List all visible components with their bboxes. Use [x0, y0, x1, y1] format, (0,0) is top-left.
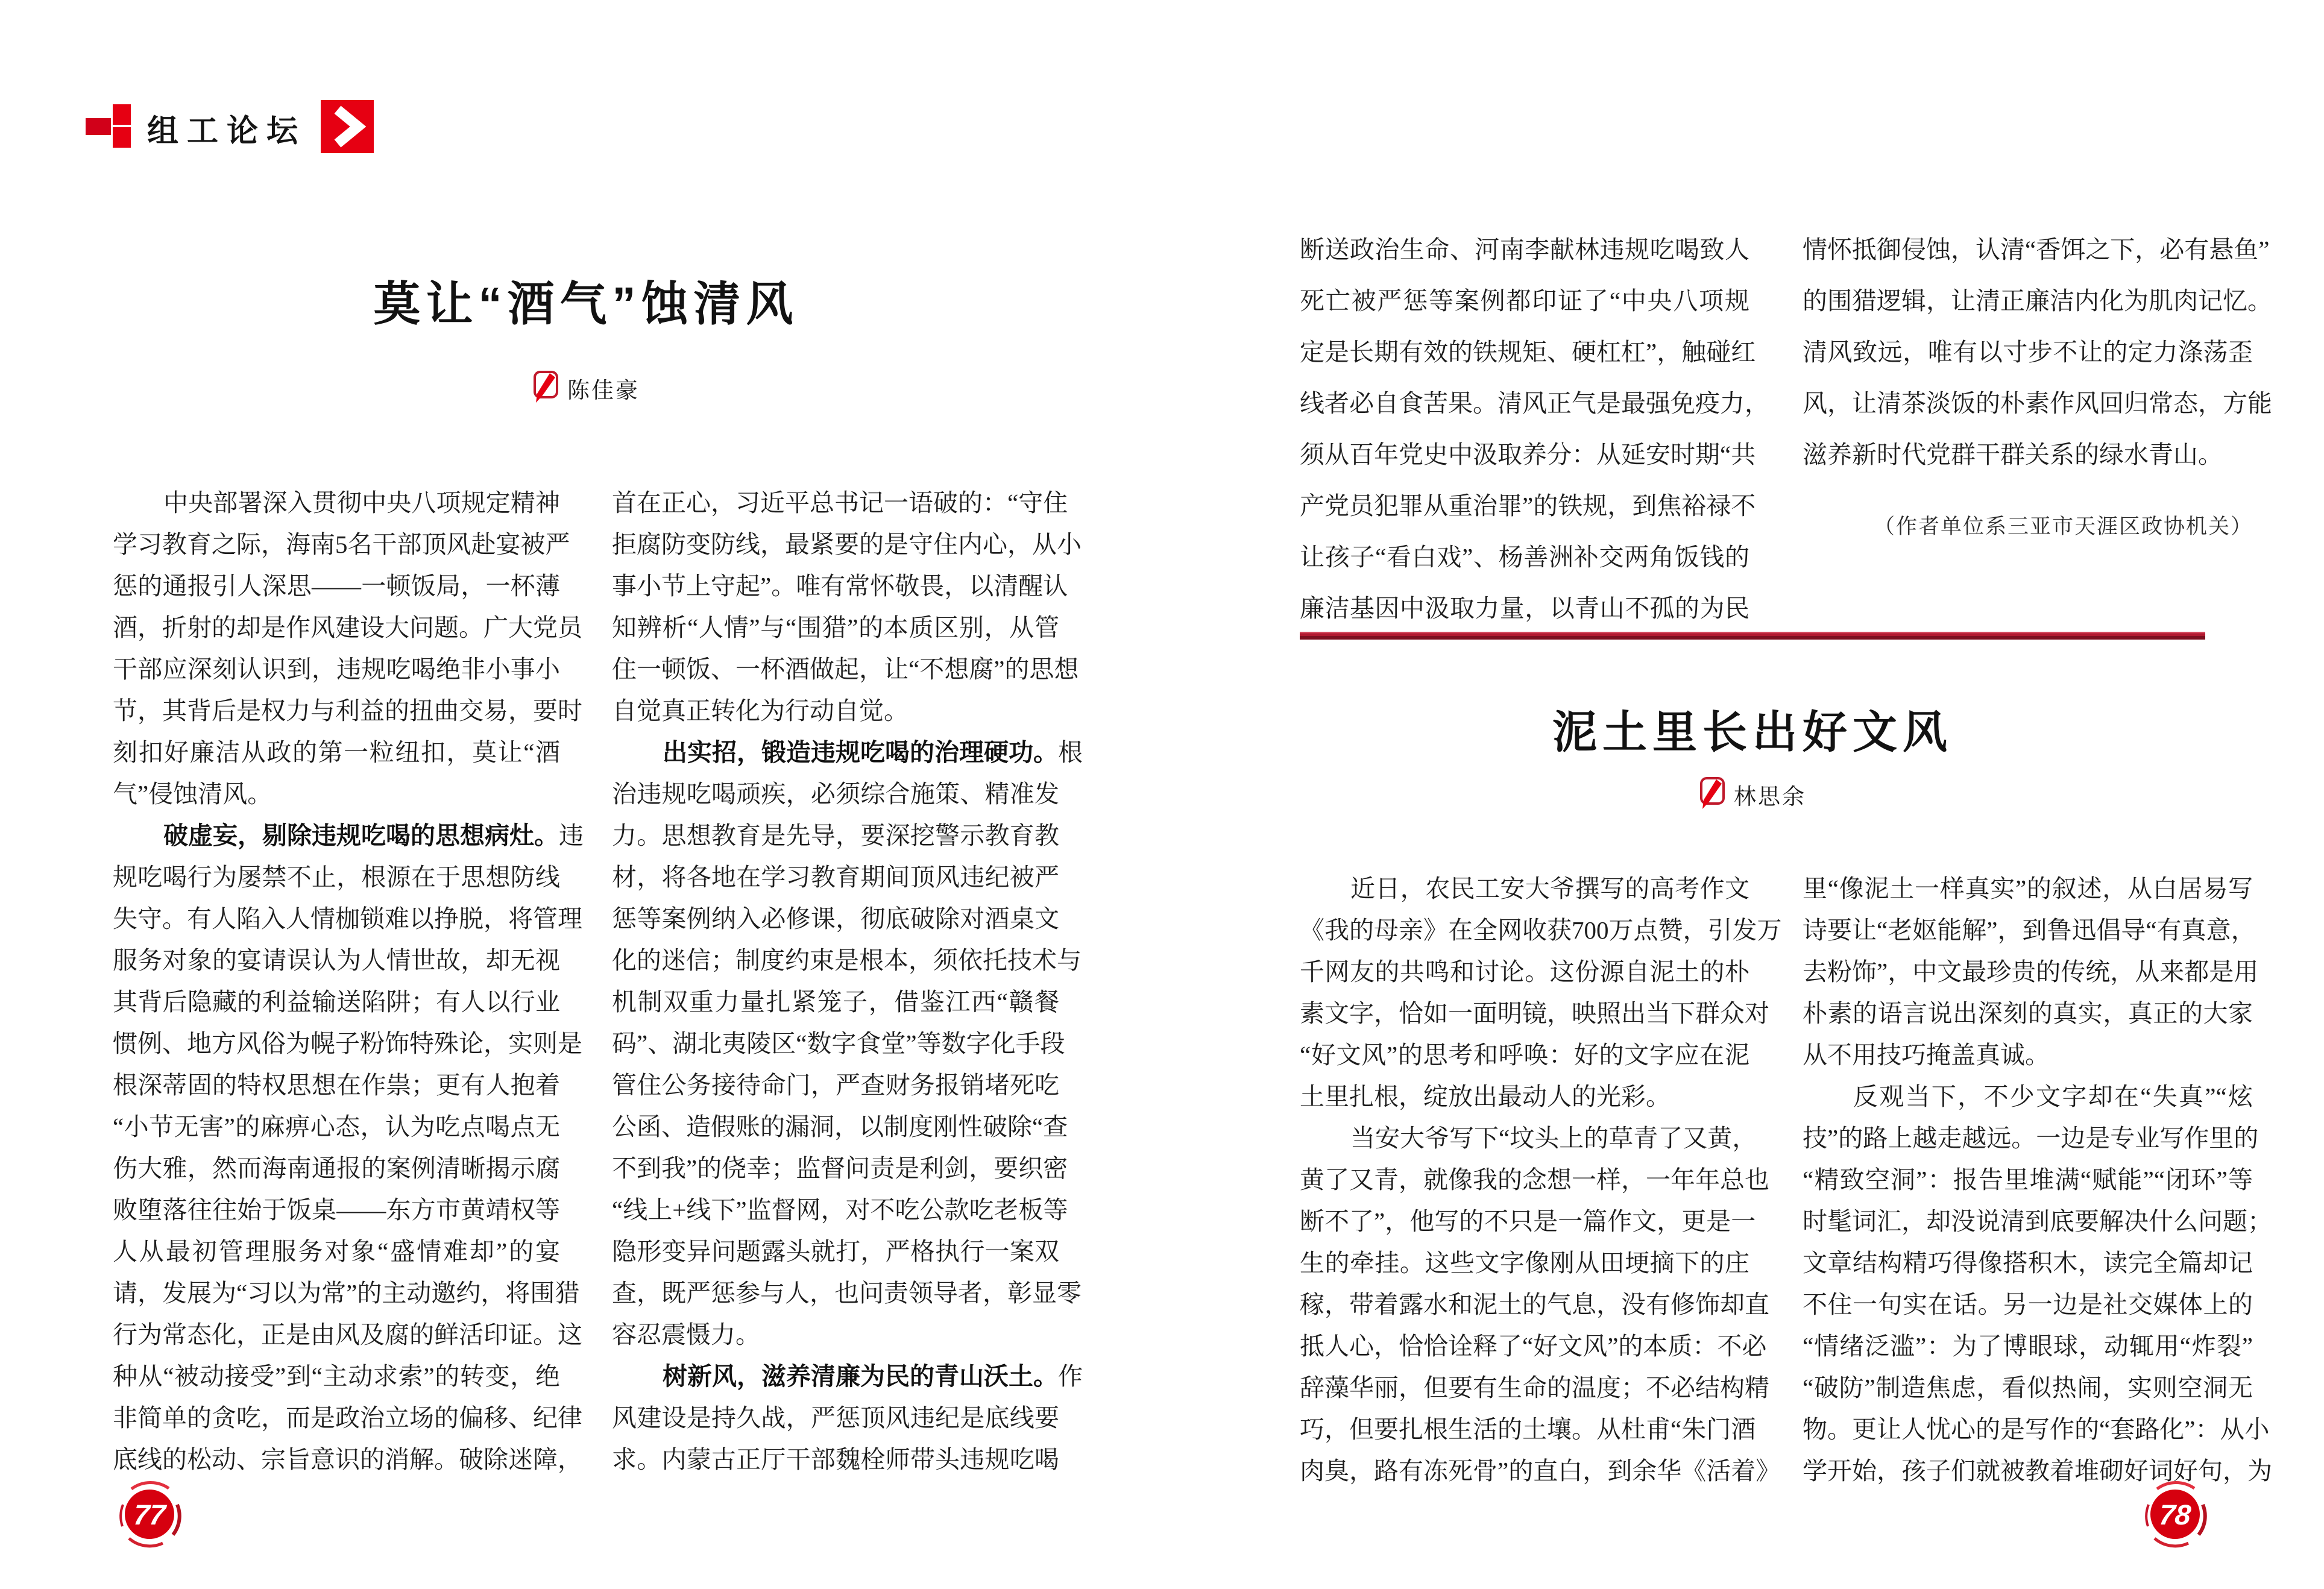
text-line: 诗要让“老妪能解”，到鲁迅倡导“有真意， [1803, 916, 2256, 944]
text-column-6 [1803, 868, 2272, 1492]
text-column-2 [612, 482, 1083, 1480]
text-line: 朴素的语言说出深刻的真实，真正的大家 [1803, 999, 2253, 1027]
page-number: 77 [132, 1498, 167, 1531]
text-line: 千网友的共鸣和讨论。这份源自泥土的朴 [1300, 958, 1749, 986]
text-column-1 [113, 482, 584, 1480]
text-line: 干部应深刻认识到，违规吃喝绝非小事小 [113, 655, 560, 683]
author-name: 陈佳豪 [567, 378, 640, 403]
text-line: 公函、造假账的漏洞，以制度刚性破除“查 [612, 1113, 1068, 1141]
text-line: 学开始，孩子们就被教着堆砌好词好句，为 [1803, 1457, 2272, 1485]
text-line: 惩的通报引人深思——一顿饭局，一杯薄 [113, 572, 560, 600]
text-line: 时髦词汇，却没说清到底要解决什么问题； [1803, 1207, 2272, 1235]
text-line: 非简单的贪吃，而是政治立场的偏移、纪律 [113, 1404, 582, 1432]
text-line: 定是长期有效的铁规矩、硬杠杠”，触碰红 [1300, 338, 1756, 366]
text-line: 生的牵挂。这些文字像刚从田埂摘下的庄 [1300, 1249, 1749, 1277]
text-line: 事小节上守起”。唯有常怀敬畏，以清醒认 [612, 572, 1068, 600]
text-line: 材，将各地在学习教育期间顶风违纪被严 [612, 863, 1059, 891]
text-line: “破防”制造焦虑，看似热闹，实则空洞无 [1803, 1374, 2253, 1402]
text-line: 行为常态化，正是由风及腐的鲜活印证。这 [113, 1321, 582, 1348]
text-line: 节，其背后是权力与利益的扭曲交易，要时 [113, 697, 582, 725]
text-line: 惯例、地方风俗为幌子粉饰特殊论，实则是 [113, 1030, 582, 1057]
text-line: 规吃喝行为屡禁不止，根源在于思想防线 [113, 863, 560, 891]
text-line: 住一顿饭、一杯酒做起，让“不想腐”的思想 [612, 655, 1079, 683]
author-name: 林思余 [1734, 784, 1806, 809]
text-line: 知辨析“人情”与“围猎”的本质区别，从管 [612, 614, 1059, 641]
text-line: 首在正心，习近平总书记一语破的：“守住 [612, 489, 1068, 517]
text-line: 人从最初管理服务对象“盛情难却”的宴 [113, 1238, 560, 1265]
text-line: 破虚妄，剔除违规吃喝的思想病灶。违 [163, 822, 584, 849]
text-line: 黄了又青，就像我的念想一样，一年年总也 [1300, 1166, 1769, 1194]
text-line: 管住公务接待命门，严查财务报销堵死吃 [612, 1071, 1059, 1099]
text-line: 线者必自食苦果。清风正气是最强免疫力， [1300, 389, 1769, 417]
text-line: 容忍震慑力。 [612, 1321, 760, 1348]
text-line: 不住一句实在话。另一边是社交媒体上的 [1803, 1291, 2253, 1318]
text-line: 伤大雅，然而海南通报的案例清晰揭示腐 [113, 1154, 560, 1182]
text-line: 机制双重力量扎紧笼子，借鉴江西“赣餐 [612, 988, 1059, 1016]
text-line: 廉洁基因中汲取力量，以青山不孤的为民 [1300, 594, 1749, 622]
text-line: 气”侵蚀清风。 [113, 780, 272, 808]
text-line: 中央部署深入贯彻中央八项规定精神 [163, 489, 560, 517]
text-line: 断送政治生命、河南李献林违规吃喝致人 [1300, 236, 1749, 263]
text-line: 须从百年党史中汲取养分：从延安时期“共 [1300, 441, 1756, 468]
text-line: 风，让清茶淡饭的朴素作风回归常态，方能 [1803, 389, 2272, 417]
text-line: 力。思想教育是先导，要深挖警示教育教 [612, 822, 1059, 849]
text-line: 刻扣好廉洁从政的第一粒纽扣，莫让“酒 [113, 738, 560, 766]
text-line: 断不了”，他写的不只是一篇作文，更是一 [1300, 1207, 1756, 1235]
text-line: 查，既严惩参与人，也问责领导者，彰显零 [612, 1279, 1082, 1307]
article2-title: 泥土里长出好文风 [1552, 707, 1953, 757]
text-line: 物。更让人忧心的是写作的“套路化”：从小 [1803, 1415, 2270, 1443]
text-line: 从不用技巧掩盖真诚。 [1803, 1041, 2050, 1069]
article1-byline [113, 369, 1059, 407]
text-line: “情绪泛滥”：为了博眼球，动辄用“炸裂” [1803, 1332, 2253, 1360]
text-line: 情怀抵御侵蚀，认清“香饵之下，必有悬鱼” [1803, 236, 2270, 263]
text-line: 请，发展为“习以为常”的主动邀约，将围猎 [113, 1279, 580, 1307]
text-line: 辞藻华丽，但要有生命的温度；不必结构精 [1300, 1374, 1769, 1402]
section-title: 组工论坛 [147, 115, 307, 149]
page-number-badge-left [116, 1480, 183, 1548]
text-line: 根深蒂固的特权思想在作祟；更有人抱着 [113, 1071, 560, 1099]
pencil-icon [1699, 776, 1725, 814]
text-line: 《我的母亲》在全网收获700万点赞，引发万 [1300, 916, 1782, 944]
text-line: 治违规吃喝顽疾，必须综合施策、精准发 [612, 780, 1059, 808]
red-chevron-icon [321, 100, 374, 156]
text-line: 服务对象的宴请误认为人情世故，却无视 [113, 946, 560, 974]
text-line: 隐形变异问题露头就打，严格执行一案双 [612, 1238, 1059, 1265]
text-line: 酒，折射的却是作风建设大问题。广大党员 [113, 614, 582, 641]
text-line: “小节无害”的麻痹心态，认为吃点喝点无 [113, 1113, 560, 1141]
article1-title: 莫让“酒气”蚀清风 [373, 277, 799, 330]
text-line: 里“像泥土一样真实”的叙述，从白居易写 [1803, 875, 2253, 902]
text-line: 肉臭，路有冻死骨”的直白，到余华《活着》 [1300, 1457, 1781, 1485]
text-line: 其背后隐藏的利益输送陷阱；有人以行业 [113, 988, 560, 1016]
section-header [84, 100, 374, 156]
text-column-5 [1300, 868, 1782, 1492]
text-line: 反观当下，不少文字却在“失真”“炫 [1853, 1083, 2253, 1110]
text-line: 巧，但要扎根生活的土壤。从杜甫“朱门酒 [1300, 1415, 1756, 1443]
page-number: 78 [2158, 1498, 2193, 1531]
text-column-4 [1803, 224, 2272, 480]
article-divider [1300, 632, 2205, 640]
text-line: 拒腐防变防线，最紧要的是守住内心，从小 [612, 530, 1082, 558]
text-line: 技”的路上越走越远。一边是专业写作里的 [1803, 1124, 2259, 1152]
text-line: 底线的松动、宗旨意识的消解。破除迷障， [113, 1446, 582, 1473]
text-line: 产党员犯罪从重治罪”的铁规，到焦裕禄不 [1300, 492, 1756, 520]
text-line: “好文风”的思考和呼唤：好的文字应在泥 [1300, 1041, 1749, 1069]
text-line: 求。内蒙古正厅干部魏栓师带头违规吃喝 [612, 1446, 1059, 1473]
text-line: 素文字，恰如一面明镜，映照出当下群众对 [1300, 999, 1769, 1027]
text-line: 的围猎逻辑，让清正廉洁内化为肌肉记忆。 [1803, 287, 2272, 315]
text-line: 滋养新时代党群干群关系的绿水青山。 [1803, 441, 2223, 468]
text-line: 稼，带着露水和泥土的气息，没有修饰却直 [1300, 1291, 1769, 1318]
text-line: 近日，农民工安大爷撰写的高考作文 [1350, 875, 1749, 902]
text-line: 土里扎根，绽放出最动人的光彩。 [1300, 1083, 1671, 1110]
text-line: 当安大爷写下“坟头上的草青了又黄， [1350, 1124, 1757, 1152]
text-line: “精致空洞”：报告里堆满“赋能”“闭环”等 [1803, 1166, 2253, 1194]
red-cross-blocks-icon [84, 102, 133, 154]
text-line: 惩等案例纳入必修课，彻底破除对酒桌文 [612, 905, 1059, 933]
text-line: 学习教育之际，海南5名干部顶风赴宴被严 [113, 530, 570, 558]
text-line: “线上+线下”监督网，对不吃公款吃老板等 [612, 1196, 1068, 1224]
text-line: 风建设是持久战，严惩顶风违纪是底线要 [612, 1404, 1059, 1432]
text-line: 失守。有人陷入人情枷锁难以挣脱，将管理 [113, 905, 582, 933]
text-line: 去粉饰”，中文最珍贵的传统，从来都是用 [1803, 958, 2259, 986]
pencil-icon [532, 370, 559, 407]
text-line: 化的迷信；制度约束是根本，须依托技术与 [612, 946, 1082, 974]
author-affiliation: （作者单位系三亚市天涯区政协机关） [1873, 515, 2253, 538]
text-line: 不到我”的侥幸；监督问责是利剑，要织密 [612, 1154, 1068, 1182]
text-line: 清风致远，唯有以寸步不让的定力涤荡歪 [1803, 338, 2253, 366]
text-line: 抵人心，恰恰诠释了“好文风”的本质：不必 [1300, 1332, 1767, 1360]
text-line: 败堕落往往始于饭桌——东方市黄靖权等 [113, 1196, 560, 1224]
text-line: 出实招，锻造违规吃喝的治理硬功。根 [663, 738, 1083, 766]
text-line: 死亡被严惩等案例都印证了“中央八项规 [1300, 287, 1749, 315]
text-line: 文章结构精巧得像搭积木，读完全篇却记 [1803, 1249, 2253, 1277]
text-line: 自觉真正转化为行动自觉。 [612, 697, 909, 725]
text-line: 让孩子“看白戏”、杨善洲补交两角饭钱的 [1300, 543, 1749, 571]
article2-byline [1300, 775, 2205, 814]
text-line: 种从“被动接受”到“主动求索”的转变，绝 [113, 1362, 560, 1390]
text-column-3 [1300, 224, 1769, 634]
page-number-badge-right [2141, 1480, 2209, 1548]
text-line: 码”、湖北夷陵区“数字食堂”等数字化手段 [612, 1030, 1065, 1057]
text-line: 树新风，滋养清廉为民的青山沃土。作 [663, 1362, 1083, 1390]
